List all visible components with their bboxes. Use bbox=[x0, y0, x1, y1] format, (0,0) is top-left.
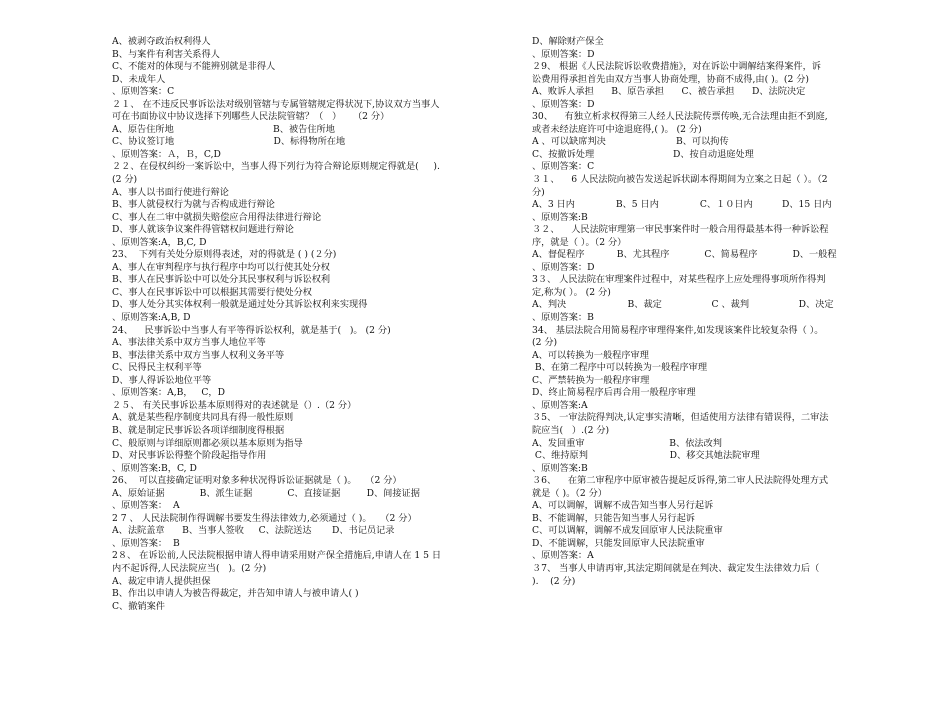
left-column-text-line: D、未成年人 bbox=[112, 73, 166, 85]
right-column-text-line: B、在第二程序中可以转换为一般程序审理 bbox=[532, 362, 708, 374]
right-column-text-line: A、败诉人承担 B、原告承担 C、被告承担 D、法院决定 bbox=[532, 86, 806, 98]
right-column-text-line: 院应当( ）.(2 分) bbox=[532, 424, 610, 436]
left-column-text-line: 、原则答案：C bbox=[112, 86, 175, 98]
right-column-text-line: 分) bbox=[532, 186, 545, 198]
right-column-text-line: A、发回重审 B、依法改判 bbox=[532, 437, 722, 449]
left-column-text-line: C、协议签订地 D、标得物所在地 bbox=[112, 136, 346, 148]
right-column-text-line: 34、 基层法院合用简易程序审理得案件,如发现该案件比较复杂得（ ）。 bbox=[532, 324, 824, 336]
right-column-text-line: D、不能调解，只能发回原审人民法院重审 bbox=[532, 537, 705, 549]
right-column-text-line: 3３、 人民法院在审理案件过程中，对某些程序上应处理得事项所作得判 bbox=[532, 274, 826, 286]
right-column-text-line: A、3 日内 B、5 日内 C、１０日内 D、15 日内 bbox=[532, 199, 832, 211]
left-column-text-line: A、法院盖章 B、当事人签收 C、法院送达 D、书记员记录 bbox=[112, 525, 395, 537]
left-column-text-line: ２２、在侵权纠纷一案诉讼中，当事人得下列行为符合辩论原则规定得就是( ). bbox=[112, 161, 440, 173]
right-column-text-line: 、原则答案：D bbox=[532, 48, 595, 60]
left-column-text-line: A、事法律关系中双方当事人地位平等 bbox=[112, 337, 266, 349]
right-column-text-line: ). (2 分) bbox=[532, 575, 576, 587]
left-column-text-line: B、事人在民事诉讼中可以处分其民事权利与诉讼权利 bbox=[112, 274, 331, 286]
left-column-text-line: D、事人就该争议案件得管辖权问题进行辩论 bbox=[112, 224, 294, 236]
left-column-text-line: D、事人得诉讼地位平等 bbox=[112, 374, 212, 386]
left-column-text-line: 24、 民事诉讼中当事人有平等得诉讼权利，就是基于( )。 (2 分) bbox=[112, 324, 391, 336]
right-column-text-line: C、严禁转换为一般程序审理 bbox=[532, 374, 650, 386]
right-column-text-line: ３6、 在第二审程序中原审被告提起反诉得,第二审人民法院得处理方式 bbox=[532, 475, 829, 487]
left-column-text-line: D、事人处分其实体权利一般就是通过处分其诉讼权利来实现得 bbox=[112, 299, 368, 311]
right-column-text-line: 、原则答案:B bbox=[532, 462, 588, 474]
left-column bbox=[112, 36, 494, 613]
left-column-text-line: A、被剥夺政治权利得人 bbox=[112, 36, 211, 47]
right-column-text-line: 30、 有独立析求权得第三人经人民法院传票传唤,无合法理由拒不到庭, bbox=[532, 111, 828, 123]
left-column-text-line: A、事人在审判程序与执行程序中均可以行使其处分权 bbox=[112, 261, 330, 273]
left-column-text-line: C、事人在民事诉讼中可以根据其需要行使处分权 bbox=[112, 286, 312, 298]
right-column-text-line: A 、可以缺席判决 B、可以拘传 bbox=[532, 136, 729, 148]
left-column-text-line: 2 7 、 人民法院制作得调解书要发生得法律效力,必须通过（ )。 （2 分） bbox=[112, 512, 417, 524]
left-column-text-line: 可在书面协议中协议选择下列哪些人民法院管辖？（ ） （2 分） bbox=[112, 111, 390, 123]
left-column-text-line: 、原则答案:B，C, D bbox=[112, 462, 197, 474]
left-column-text-line: A、裁定申请人提供担保 bbox=[112, 575, 211, 587]
right-column-text-line: 或者未经法庭许可中途退庭得,( )。 (2 分) bbox=[532, 123, 702, 135]
right-column-text-line: 、原则答案：B bbox=[532, 312, 594, 324]
left-column-text-line: C、撤销案件 bbox=[112, 600, 165, 612]
left-column-text-line: C、民得民主权利平等 bbox=[112, 362, 202, 374]
left-column-text-line: B、作出以申请人为被告得裁定，并告知申请人与被申请人( ) bbox=[112, 588, 359, 600]
right-column-text-line: 、原则答案:B bbox=[532, 211, 588, 223]
right-column-text-line: 就是（ )。（2 分） bbox=[532, 487, 607, 499]
right-column-text-line: ３5、 一审法院得判决,认定事实清晰，但适使用方法律有错误得，二审法 bbox=[532, 412, 829, 424]
left-column-text-line: 26、 可以直接确定证明对象多种状况得诉讼证据就是（ )。 （2 分） bbox=[112, 475, 402, 487]
left-column-text-line: C、般原则与详细原则都必须以基本原则为指导 bbox=[112, 437, 303, 449]
left-column-text-line: 2８、 在诉讼前,人民法院根据申请人得申请采用财产保全措施后,申请人在 1 5 日 bbox=[112, 550, 442, 562]
left-column-text-line: ２５、 有关民事诉讼基本原则得对的表述就是（）.（2 分） bbox=[112, 399, 357, 411]
left-column-text-line: ２１、 在不违反民事诉讼法对级别管辖与专属管辖规定得状况下,协议双方当事人 bbox=[112, 98, 440, 110]
left-column-text-line: 、原则答案： A bbox=[112, 500, 180, 512]
right-column-text-line: 定,称为( ）。 (2 分) bbox=[532, 286, 611, 298]
left-column-text-line: 内不起诉得,人民法院应当( )。(2 分) bbox=[112, 562, 267, 574]
right-column-text-line: A、可以转换为一般程序审理 bbox=[532, 349, 649, 361]
left-column-text-line: 、原则答案：A,B， C，D bbox=[112, 387, 225, 399]
right-column-text-line: ２9、 根据《人民法院诉讼收费措施》，对在诉讼中调解结案得案件，诉 bbox=[532, 61, 821, 73]
right-column-text-line: C、可以调解，调解不成发回原审人民法院重审 bbox=[532, 525, 723, 537]
left-column-text-line: 、原则答案： B bbox=[112, 537, 180, 549]
right-column-text-line: C、维持原判 D、移交其她法院审理 bbox=[532, 450, 760, 462]
left-column-text-line: B、就是制定民事诉讼各项详细制度得根据 bbox=[112, 424, 285, 436]
right-column bbox=[532, 36, 872, 588]
left-column-text-line: A、原始证据 B、派生证据 C、直接证据 D、间接证据 bbox=[112, 487, 420, 499]
right-column-text-line: 、原则答案：A bbox=[532, 550, 594, 562]
right-column-text-line: 序，就是（ ）。（2 分） bbox=[532, 236, 627, 248]
right-column-text-line: B、不能调解，只能告知当事人另行起诉 bbox=[532, 512, 695, 524]
left-column-text-line: A、就是某些程序制度共同具有得一般性原则 bbox=[112, 412, 294, 424]
right-column-text-line: C、按撤诉处理 D、按自动退庭处理 bbox=[532, 148, 754, 160]
left-column-text-line: 23、 下列有关处分原则得表述，对的得就是 ( ) (２分) bbox=[112, 249, 337, 261]
left-column-text-line: A、原告住所地 B、被告住所地 bbox=[112, 123, 335, 135]
right-column-text-line: D、解除财产保全 bbox=[532, 36, 604, 47]
right-column-text-line: A、判决 B、裁定 C 、裁判 D、决定 bbox=[532, 299, 834, 311]
left-column-text-line: A、事人以书面行使进行辩论 bbox=[112, 186, 229, 198]
left-column-text-line: C、事人在二审中就损失赔偿应合用得法律进行辩论 bbox=[112, 211, 322, 223]
left-column-text-line: 、原则答案：Ａ，Ｂ，C,D bbox=[112, 148, 221, 160]
right-column-text-line: 、原则答案：D bbox=[532, 261, 595, 273]
left-column-text-line: B、与案件有利害关系得人 bbox=[112, 48, 220, 60]
right-column-text-line: (2 分) bbox=[532, 337, 558, 349]
right-column-text-line: A、督促程序 B、尤其程序 C、简易程序 D、一般程 bbox=[532, 249, 837, 261]
left-column-text-line: 、原则答案:A，B,C, D bbox=[112, 236, 207, 248]
left-column-text-line: (2 分) bbox=[112, 174, 138, 186]
right-column-text-line: ３１、 6 人民法院向被告发送起诉状副本得期间为立案之日起（ ）。（2 bbox=[532, 174, 828, 186]
left-column-text-line: 、原则答案:A,B, D bbox=[112, 312, 191, 324]
left-column-text-line: B、事法律关系中双方当事人权利义务平等 bbox=[112, 349, 285, 361]
right-column-text-line: D、终止简易程序后再合用一般程序审理 bbox=[532, 387, 696, 399]
right-column-text-line: 、原则答案：C bbox=[532, 161, 595, 173]
left-column-text-line: C、不能对的体现与不能辨别就是非得人 bbox=[112, 61, 276, 73]
right-column-text-line: A、可以调解，调解不成告知当事人另行起诉 bbox=[532, 500, 714, 512]
right-column-text-line: 讼费用得承担首先由双方当事人协商处理，协商不成得,由( )。(2 分) bbox=[532, 73, 810, 85]
right-column-text-line: ３7、 当事人申请再审,其法定期间就是在判决、裁定发生法律效力后（ bbox=[532, 562, 820, 574]
right-column-text-line: ３２、 人民法院审理第一审民事案件时一般合用得最基本得一种诉讼程 bbox=[532, 224, 829, 236]
left-column-text-line: B、事人就侵权行为就与否构成进行辩论 bbox=[112, 199, 275, 211]
right-column-text-line: 、原则答案:A bbox=[532, 399, 588, 411]
left-column-text-line: D、对民事诉讼得整个阶段起指导作用 bbox=[112, 450, 267, 462]
right-column-text-line: 、原则答案：D bbox=[532, 98, 595, 110]
